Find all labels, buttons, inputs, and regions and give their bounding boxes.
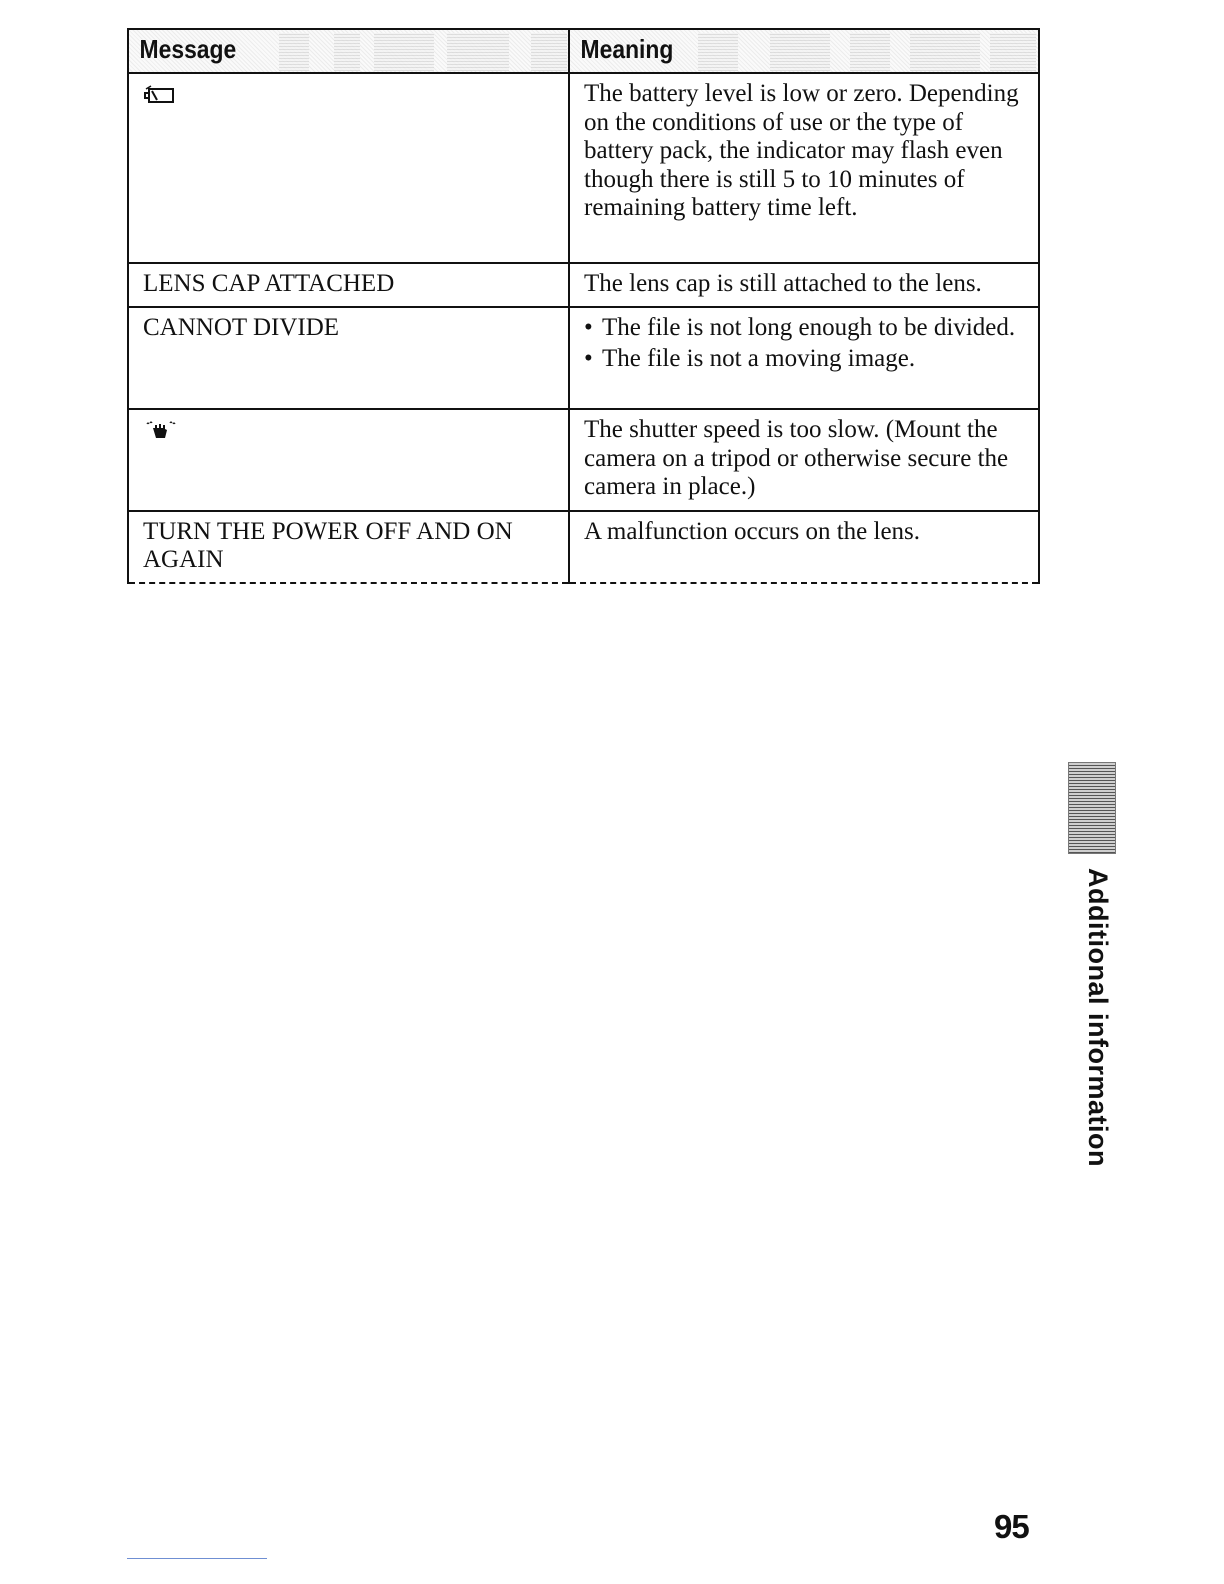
meaning-cell: The shutter speed is too slow. (Mount the camera on a tripod or otherwise secure the camera in place.) bbox=[569, 409, 1039, 511]
header-meaning-label: Meaning bbox=[580, 34, 674, 64]
meaning-cell: The battery level is low or zero. Depending on the conditions of use or the type of battery pack, the indicator may flash even though there is still 5 to 10 minutes of remaining battery time left. bbox=[569, 73, 1039, 263]
list-item: • The file is not a moving image. bbox=[584, 344, 916, 372]
header-message bbox=[128, 29, 569, 73]
meaning-cell: The lens cap is still attached to the lens. bbox=[569, 263, 1039, 307]
page-number: 95 bbox=[994, 1508, 1029, 1545]
message-cell: LENS CAP ATTACHED bbox=[128, 263, 569, 307]
camera-shake-warning-icon bbox=[143, 420, 179, 453]
list-item: • The file is not long enough to be divided. bbox=[584, 314, 1016, 341]
section-tab-marker bbox=[1068, 762, 1116, 854]
message-cell: TURN THE POWER OFF AND ON AGAIN bbox=[128, 511, 569, 583]
table-row bbox=[128, 511, 1039, 583]
message-cell bbox=[128, 73, 569, 263]
table-row bbox=[128, 263, 1039, 307]
meaning-bullet-list bbox=[584, 314, 1028, 373]
message-cell bbox=[128, 409, 569, 511]
meaning-cell bbox=[569, 307, 1039, 409]
table-header-row bbox=[128, 29, 1039, 73]
table-row bbox=[128, 73, 1039, 263]
message-table bbox=[127, 28, 1040, 584]
header-message-label: Message bbox=[139, 34, 237, 64]
section-tab-text: Additional information bbox=[1083, 868, 1113, 1167]
footer-divider bbox=[127, 1558, 267, 1559]
header-meaning bbox=[569, 29, 1039, 73]
table-row bbox=[128, 307, 1039, 409]
battery-low-icon bbox=[143, 84, 177, 112]
table-row bbox=[128, 409, 1039, 511]
meaning-cell: A malfunction occurs on the lens. bbox=[569, 511, 1039, 583]
message-cell: CANNOT DIVIDE bbox=[128, 307, 569, 409]
